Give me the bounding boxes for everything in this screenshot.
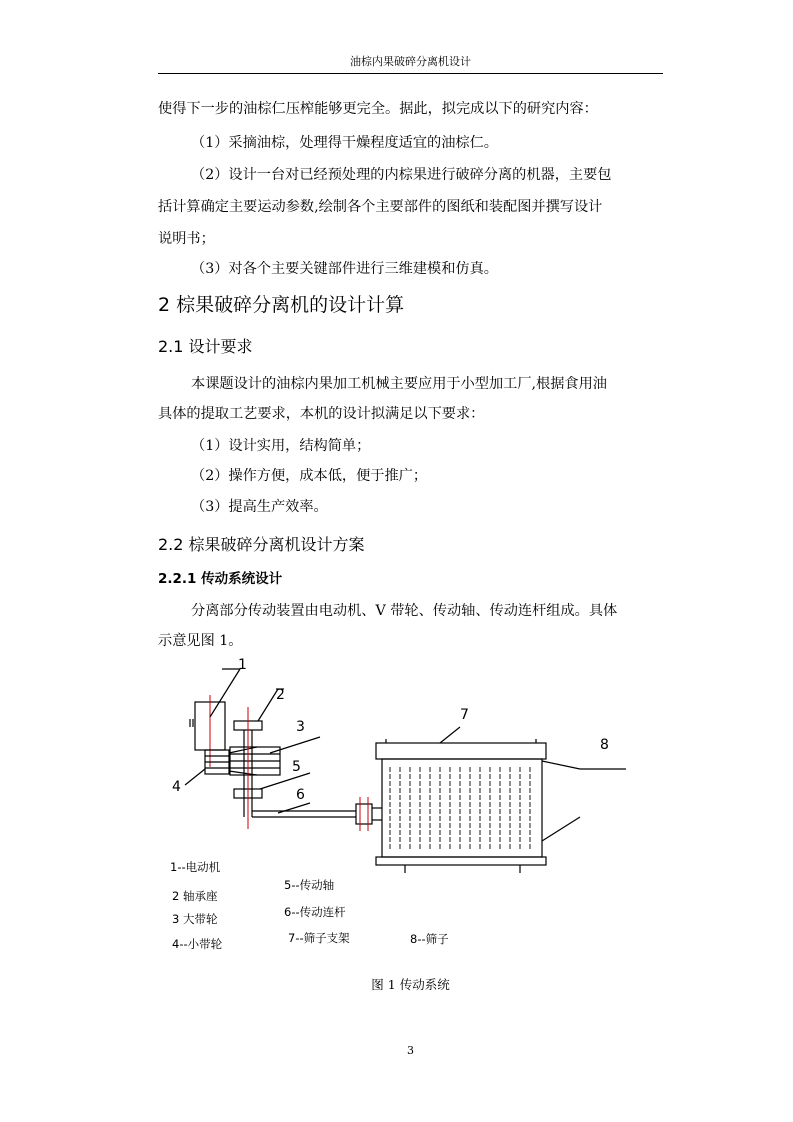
- paragraph-line: 具体的提取工艺要求，本机的设计拟满足以下要求：: [158, 406, 485, 422]
- running-header: 油棕内果破碎分离机设计: [350, 55, 471, 68]
- transmission-system-figure: [160, 657, 640, 957]
- list-item: （3）对各个主要关键部件进行三维建模和仿真。: [191, 261, 498, 277]
- callout-8: 8: [600, 737, 609, 753]
- paragraph-line: 分离部分传动装置由电动机、V 带轮、传动轴、传动连杆组成。具体: [191, 603, 618, 619]
- list-item: （1）设计实用，结构简单；: [191, 438, 371, 454]
- subsubsection-heading: 2.2.1 传动系统设计: [158, 571, 283, 587]
- list-item: （2）操作方便，成本低，便于推广；: [191, 468, 428, 484]
- callout-2: 2: [276, 687, 285, 703]
- page-number: 3: [407, 1044, 414, 1057]
- paragraph-line: 说明书；: [158, 231, 215, 247]
- subsection-heading: 2.2 棕果破碎分离机设计方案: [158, 535, 365, 554]
- callout-6: 6: [296, 787, 305, 803]
- legend-4: 4--小带轮: [172, 937, 223, 951]
- callout-5: 5: [292, 759, 301, 775]
- legend-8: 8--筛子: [410, 932, 449, 946]
- rod-coupling: [356, 804, 372, 824]
- sieve-frame: [376, 743, 546, 759]
- header-rule: [158, 73, 663, 74]
- sieve: [382, 759, 542, 857]
- callout-4: 4: [172, 779, 181, 795]
- paragraph-line: 示意见图 1。: [158, 633, 243, 649]
- callout-7: 7: [460, 707, 469, 723]
- paragraph-line: 使得下一步的油棕仁压榨能够更完全。据此，拟完成以下的研究内容：: [158, 101, 598, 117]
- section-heading: 2 棕果破碎分离机的设计计算: [158, 294, 405, 316]
- figure-caption: 图 1 传动系统: [371, 977, 450, 992]
- legend-6: 6--传动连杆: [284, 905, 346, 919]
- legend-2: 2 轴承座: [172, 889, 218, 903]
- legend-5: 5--传动轴: [284, 878, 335, 892]
- list-item: （2）设计一台对已经预处理的内棕果进行破碎分离的机器，主要包: [191, 167, 612, 183]
- paragraph-line: 本课题设计的油棕内果加工机械主要应用于小型加工厂,根据食用油: [191, 376, 607, 392]
- list-item: （1）采摘油棕，处理得干燥程度适宜的油棕仁。: [191, 135, 498, 151]
- legend-1: 1--电动机: [170, 860, 221, 874]
- list-item: （3）提高生产效率。: [191, 499, 328, 515]
- legend-3: 3 大带轮: [172, 912, 218, 926]
- paragraph-line: 括计算确定主要运动参数,绘制各个主要部件的图纸和装配图并撰写设计: [158, 199, 603, 215]
- callout-3: 3: [296, 719, 305, 735]
- legend-7: 7--筛子支架: [288, 931, 350, 945]
- callout-1: 1: [238, 657, 247, 673]
- subsection-heading: 2.1 设计要求: [158, 337, 253, 356]
